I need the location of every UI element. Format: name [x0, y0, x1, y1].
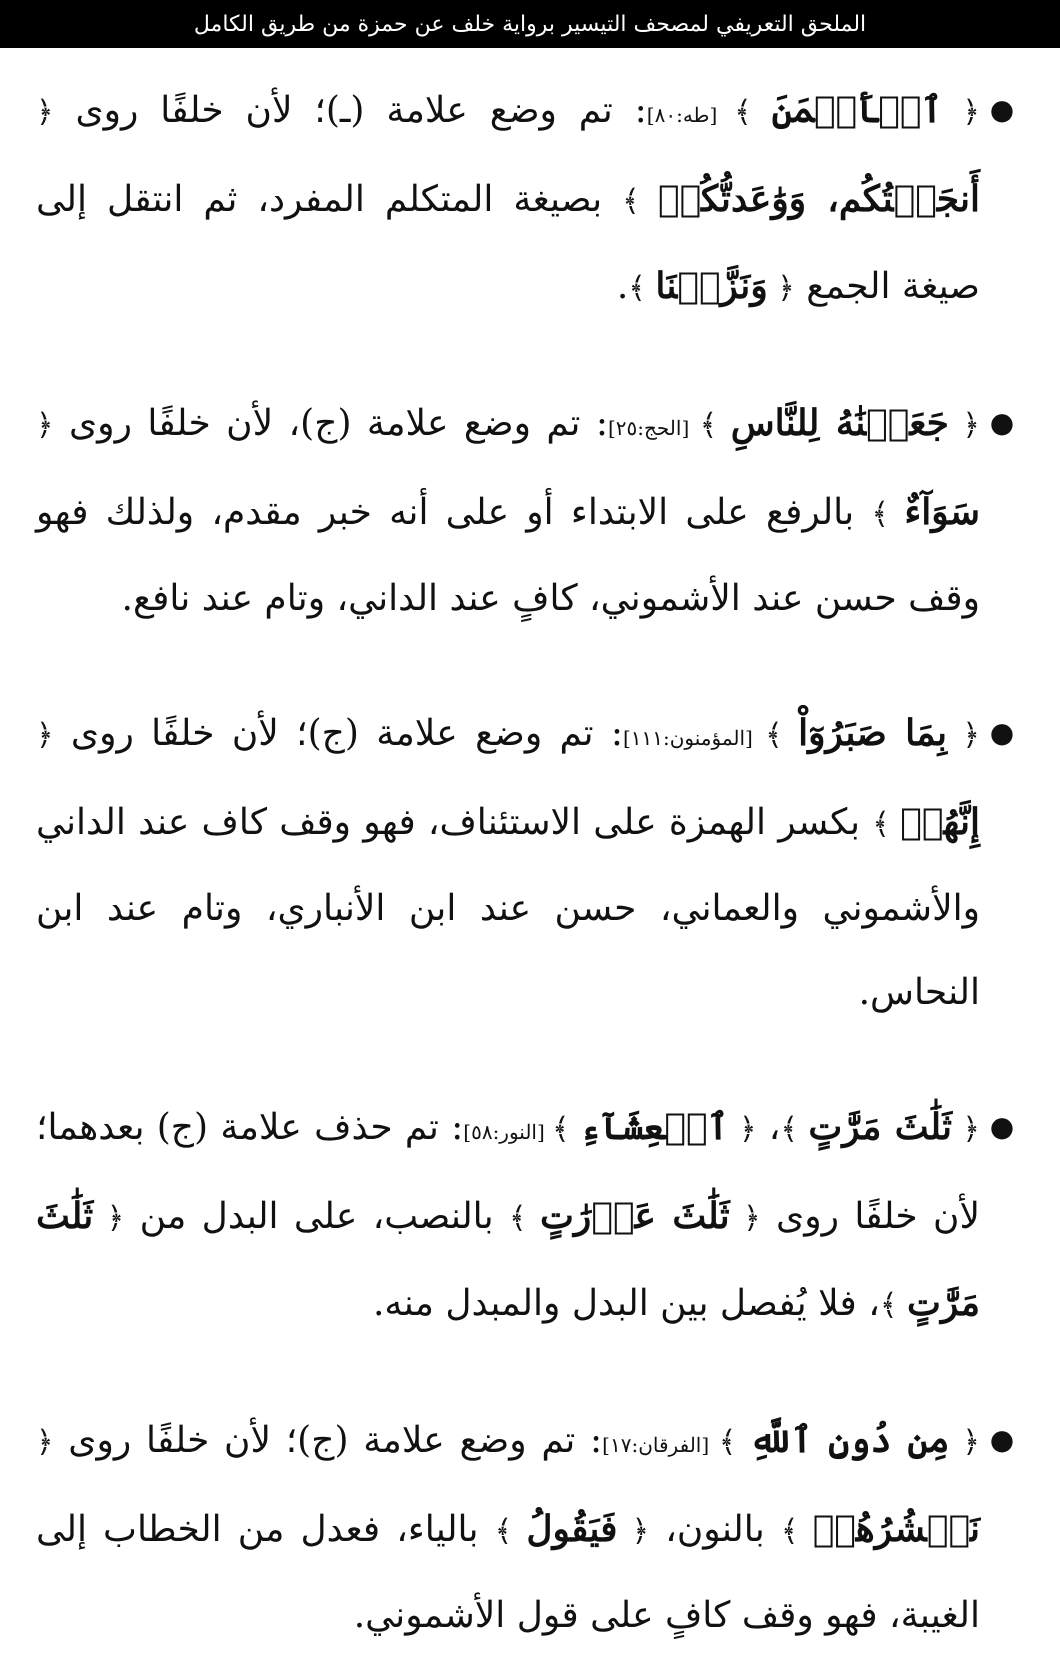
commentary-text: ،	[756, 1107, 781, 1148]
commentary-text: : تم وضع علامة (ج)؛ لأن خلفًا روى	[53, 1420, 603, 1461]
commentary-text: : تم وضع علامة (ـ)؛ لأن خلفًا روى	[53, 90, 647, 131]
quran-word: ثَلَٰثَ عَوۡرَٰتٍ	[540, 1195, 730, 1237]
ornate-bracket-open-icon: ﴿	[36, 1425, 54, 1460]
entry-text	[36, 381, 980, 641]
quran-word: ٱلۡأَيۡمَنَ	[771, 89, 943, 131]
commentary-text: بصيغة المتكلم المفرد، ثم انتقل إلى صيغة الجمع	[36, 179, 980, 307]
commentary-text: بالنصب، على البدل من	[124, 1196, 509, 1237]
list-item	[36, 381, 1024, 641]
verse-reference: [الحج:٢٥]	[607, 416, 700, 440]
list-item	[36, 691, 1024, 1035]
commentary-text: بكسر الهمزة على الاستئناف، فهو وقف كاف عند الداني والأشموني والعماني، حسن عند ابن الأنباري، وتام عند ابن النحاس.	[36, 802, 980, 1013]
bullet-icon: ●	[989, 93, 1015, 126]
page-header	[0, 0, 1060, 48]
verse-reference: [النور:٥٨]	[463, 1120, 552, 1144]
quran-word: ثَلَٰثَ مَرَّٰتٍ	[808, 1106, 953, 1148]
quran-word: إِنَّهُمۡ	[900, 801, 980, 843]
list-item	[36, 68, 1024, 331]
entry-text	[36, 68, 980, 331]
ornate-bracket-open-icon: ﴿	[36, 408, 54, 443]
ornate-bracket-close-icon: ﴾	[508, 1201, 540, 1236]
commentary-text: : تم حذف علامة (ج) بعدهما؛ لأن خلفًا روى	[36, 1107, 980, 1237]
quran-word: بِمَا صَبَرُوٓاْ	[798, 712, 947, 754]
content	[0, 48, 1060, 1658]
quran-word: وَنَزَّلۡنَا	[655, 265, 768, 307]
ornate-bracket-open-icon: ﴿	[36, 718, 54, 753]
ornate-bracket-close-icon: ﴾	[780, 1112, 809, 1147]
commentary-text: : تم وضع علامة (ج)؛ لأن خلفًا روى	[53, 713, 623, 754]
ornate-bracket-open-icon: ﴿	[948, 408, 980, 443]
ornate-bracket-open-icon: ﴿	[93, 1201, 125, 1236]
quran-word: أَنجَيۡتُكُم، وَوَٰعَدتُّكُمۡ	[657, 178, 980, 220]
ornate-bracket-open-icon: ﴿	[767, 271, 795, 306]
ornate-bracket-close-icon: ﴾	[494, 1514, 527, 1549]
bullet-icon: ●	[989, 1423, 1015, 1456]
ornate-bracket-close-icon: ﴾	[765, 718, 799, 753]
commentary-text: ، فلا يُفصل بين البدل والمبدل منه.	[372, 1283, 880, 1324]
ornate-bracket-close-icon: ﴾	[780, 1514, 813, 1549]
ornate-bracket-open-icon: ﴿	[617, 1514, 650, 1549]
bullet-icon: ●	[989, 716, 1015, 749]
list-item	[36, 1085, 1024, 1348]
quran-word: ٱلۡعِشَآءِ	[579, 1106, 729, 1148]
ornate-bracket-close-icon: ﴾	[734, 95, 772, 130]
ornate-bracket-close-icon: ﴾	[628, 271, 656, 306]
quran-word: فَيَقُولُ	[526, 1508, 618, 1550]
quran-word: نَحۡشُرُهُمۡ	[812, 1508, 980, 1550]
ornate-bracket-open-icon: ﴿	[942, 95, 980, 130]
ornate-bracket-close-icon: ﴾	[551, 1112, 580, 1147]
verse-reference: [طه:٨٠]	[646, 103, 735, 127]
commentary-text: بالياء، فعدل من الخطاب إلى الغيبة، فهو وقف كافٍ على قول الأشموني.	[36, 1509, 980, 1636]
ornate-bracket-open-icon: ﴿	[949, 1425, 980, 1460]
ornate-bracket-open-icon: ﴿	[952, 1112, 980, 1147]
commentary-text: .	[616, 266, 629, 307]
list-item	[36, 1398, 1024, 1658]
ornate-bracket-open-icon: ﴿	[728, 1112, 757, 1147]
commentary-text: بالرفع على الابتداء أو على أنه خبر مقدم، ولذلك فهو وقف حسن عند الأشموني، كافٍ عند الداني، وتام عند نافع.	[36, 492, 980, 619]
verse-reference: [الفرقان:١٧]	[602, 1433, 719, 1457]
quran-word: ثَلَٰثَ مَرَّٰتٍ	[36, 1195, 980, 1324]
quran-word: سَوَآءٌ	[904, 491, 981, 533]
ornate-bracket-open-icon: ﴿	[729, 1201, 761, 1236]
ornate-bracket-close-icon: ﴾	[699, 408, 731, 443]
quran-word: مِن دُونِ ٱللَّهِ	[749, 1419, 950, 1461]
bullet-icon: ●	[989, 406, 1015, 439]
commentary-text: : تم وضع علامة (ج)، لأن خلفًا روى	[53, 403, 608, 444]
bullet-icon: ●	[989, 1110, 1015, 1143]
ornate-bracket-close-icon: ﴾	[872, 807, 901, 842]
header-title: الملحق التعريفي لمصحف التيسير برواية خلف عن حمزة من طريق الكامل	[193, 11, 867, 37]
entry-text	[36, 691, 980, 1035]
ornate-bracket-open-icon: ﴿	[36, 95, 54, 130]
entry-text	[36, 1398, 980, 1658]
ornate-bracket-open-icon: ﴿	[947, 718, 980, 753]
ornate-bracket-close-icon: ﴾	[718, 1425, 750, 1460]
entry-text	[36, 1085, 980, 1348]
ornate-bracket-close-icon: ﴾	[879, 1288, 907, 1323]
ornate-bracket-close-icon: ﴾	[871, 497, 905, 532]
commentary-text: بالنون،	[649, 1509, 781, 1550]
ornate-bracket-close-icon: ﴾	[622, 184, 658, 219]
quran-word: جَعَلۡنَٰهُ لِلنَّاسِ	[730, 402, 949, 444]
verse-reference: [المؤمنون:١١١]	[622, 726, 766, 750]
